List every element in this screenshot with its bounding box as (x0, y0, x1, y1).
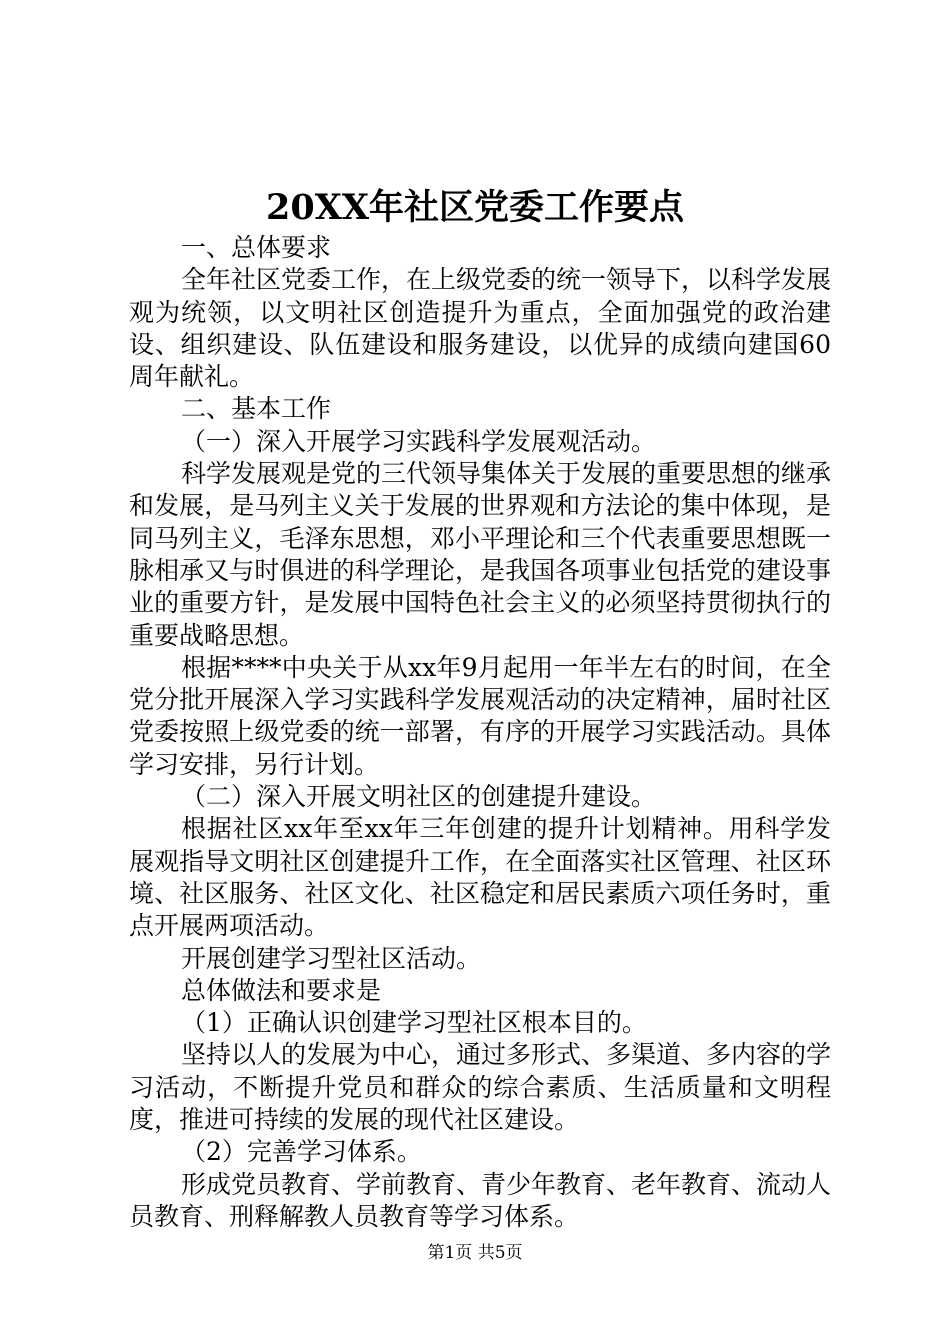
paragraph: （2）完善学习体系。 (181, 1137, 422, 1167)
paragraph: （二）深入开展文明社区的创建提升建设。 (181, 782, 657, 812)
paragraph: 形成党员教育、学前教育、青少年教育、老年教育、流动人员教育、刑释解教人员教育等学习体系。 (129, 1169, 832, 1231)
document-title: 20XX年社区党委工作要点 (265, 187, 685, 228)
paragraph: 一、总体要求 (181, 233, 332, 262)
paragraph: 二、基本工作 (181, 394, 332, 424)
paragraph: （一）深入开展学习实践科学发展观活动。 (181, 426, 657, 456)
document-body (129, 232, 831, 1233)
paragraph: 根据****中央关于从xx年9月起用一年半左右的时间，在全党分批开展深入学习实践科学发展观活动的决定精神，届时社区党委按照上级党委的统一部署，有序的开展学习实践活动。具体学习安排，另行计划。 (129, 652, 831, 779)
paragraph: （1）正确认识创建学习型社区根本目的。 (181, 1008, 647, 1038)
page-footer: 第1页 共5页 (427, 1243, 523, 1263)
paragraph: 开展创建学习型社区活动。 (181, 943, 482, 973)
paragraph: 全年社区党委工作，在上级党委的统一领导下，以科学发展观为统领，以文明社区创造提升为重点，全面加强党的政治建设、组织建设、队伍建设和服务建设，以优异的成绩向建国60周年献礼。 (129, 265, 832, 392)
paragraph: 坚持以人的发展为中心，通过多形式、多渠道、多内容的学习活动，不断提升党员和群众的综合素质、生活质量和文明程度，推进可持续的发展的现代社区建设。 (129, 1040, 832, 1135)
paragraph: 总体做法和要求是 (181, 975, 382, 1005)
paragraph: 科学发展观是党的三代领导集体关于发展的重要思想的继承和发展，是马列主义关于发展的世界观和方法论的集中体现，是同马列主义，毛泽东思想，邓小平理论和三个代表重要思想既一脉相承又与时俱进的科学理论，是我国各项事业包括党的建设事业的重要方针，是发展中国特色社会主义的必须坚持贯彻执行的重要战略思想。 (129, 459, 832, 650)
paragraph: 根据社区xx年至xx年三年创建的提升计划精神。用科学发展观指导文明社区创建提升工作，在全面落实社区管理、社区环境、社区服务、社区文化、社区稳定和居民素质六项任务时，重点开展两项活动。 (129, 814, 831, 941)
